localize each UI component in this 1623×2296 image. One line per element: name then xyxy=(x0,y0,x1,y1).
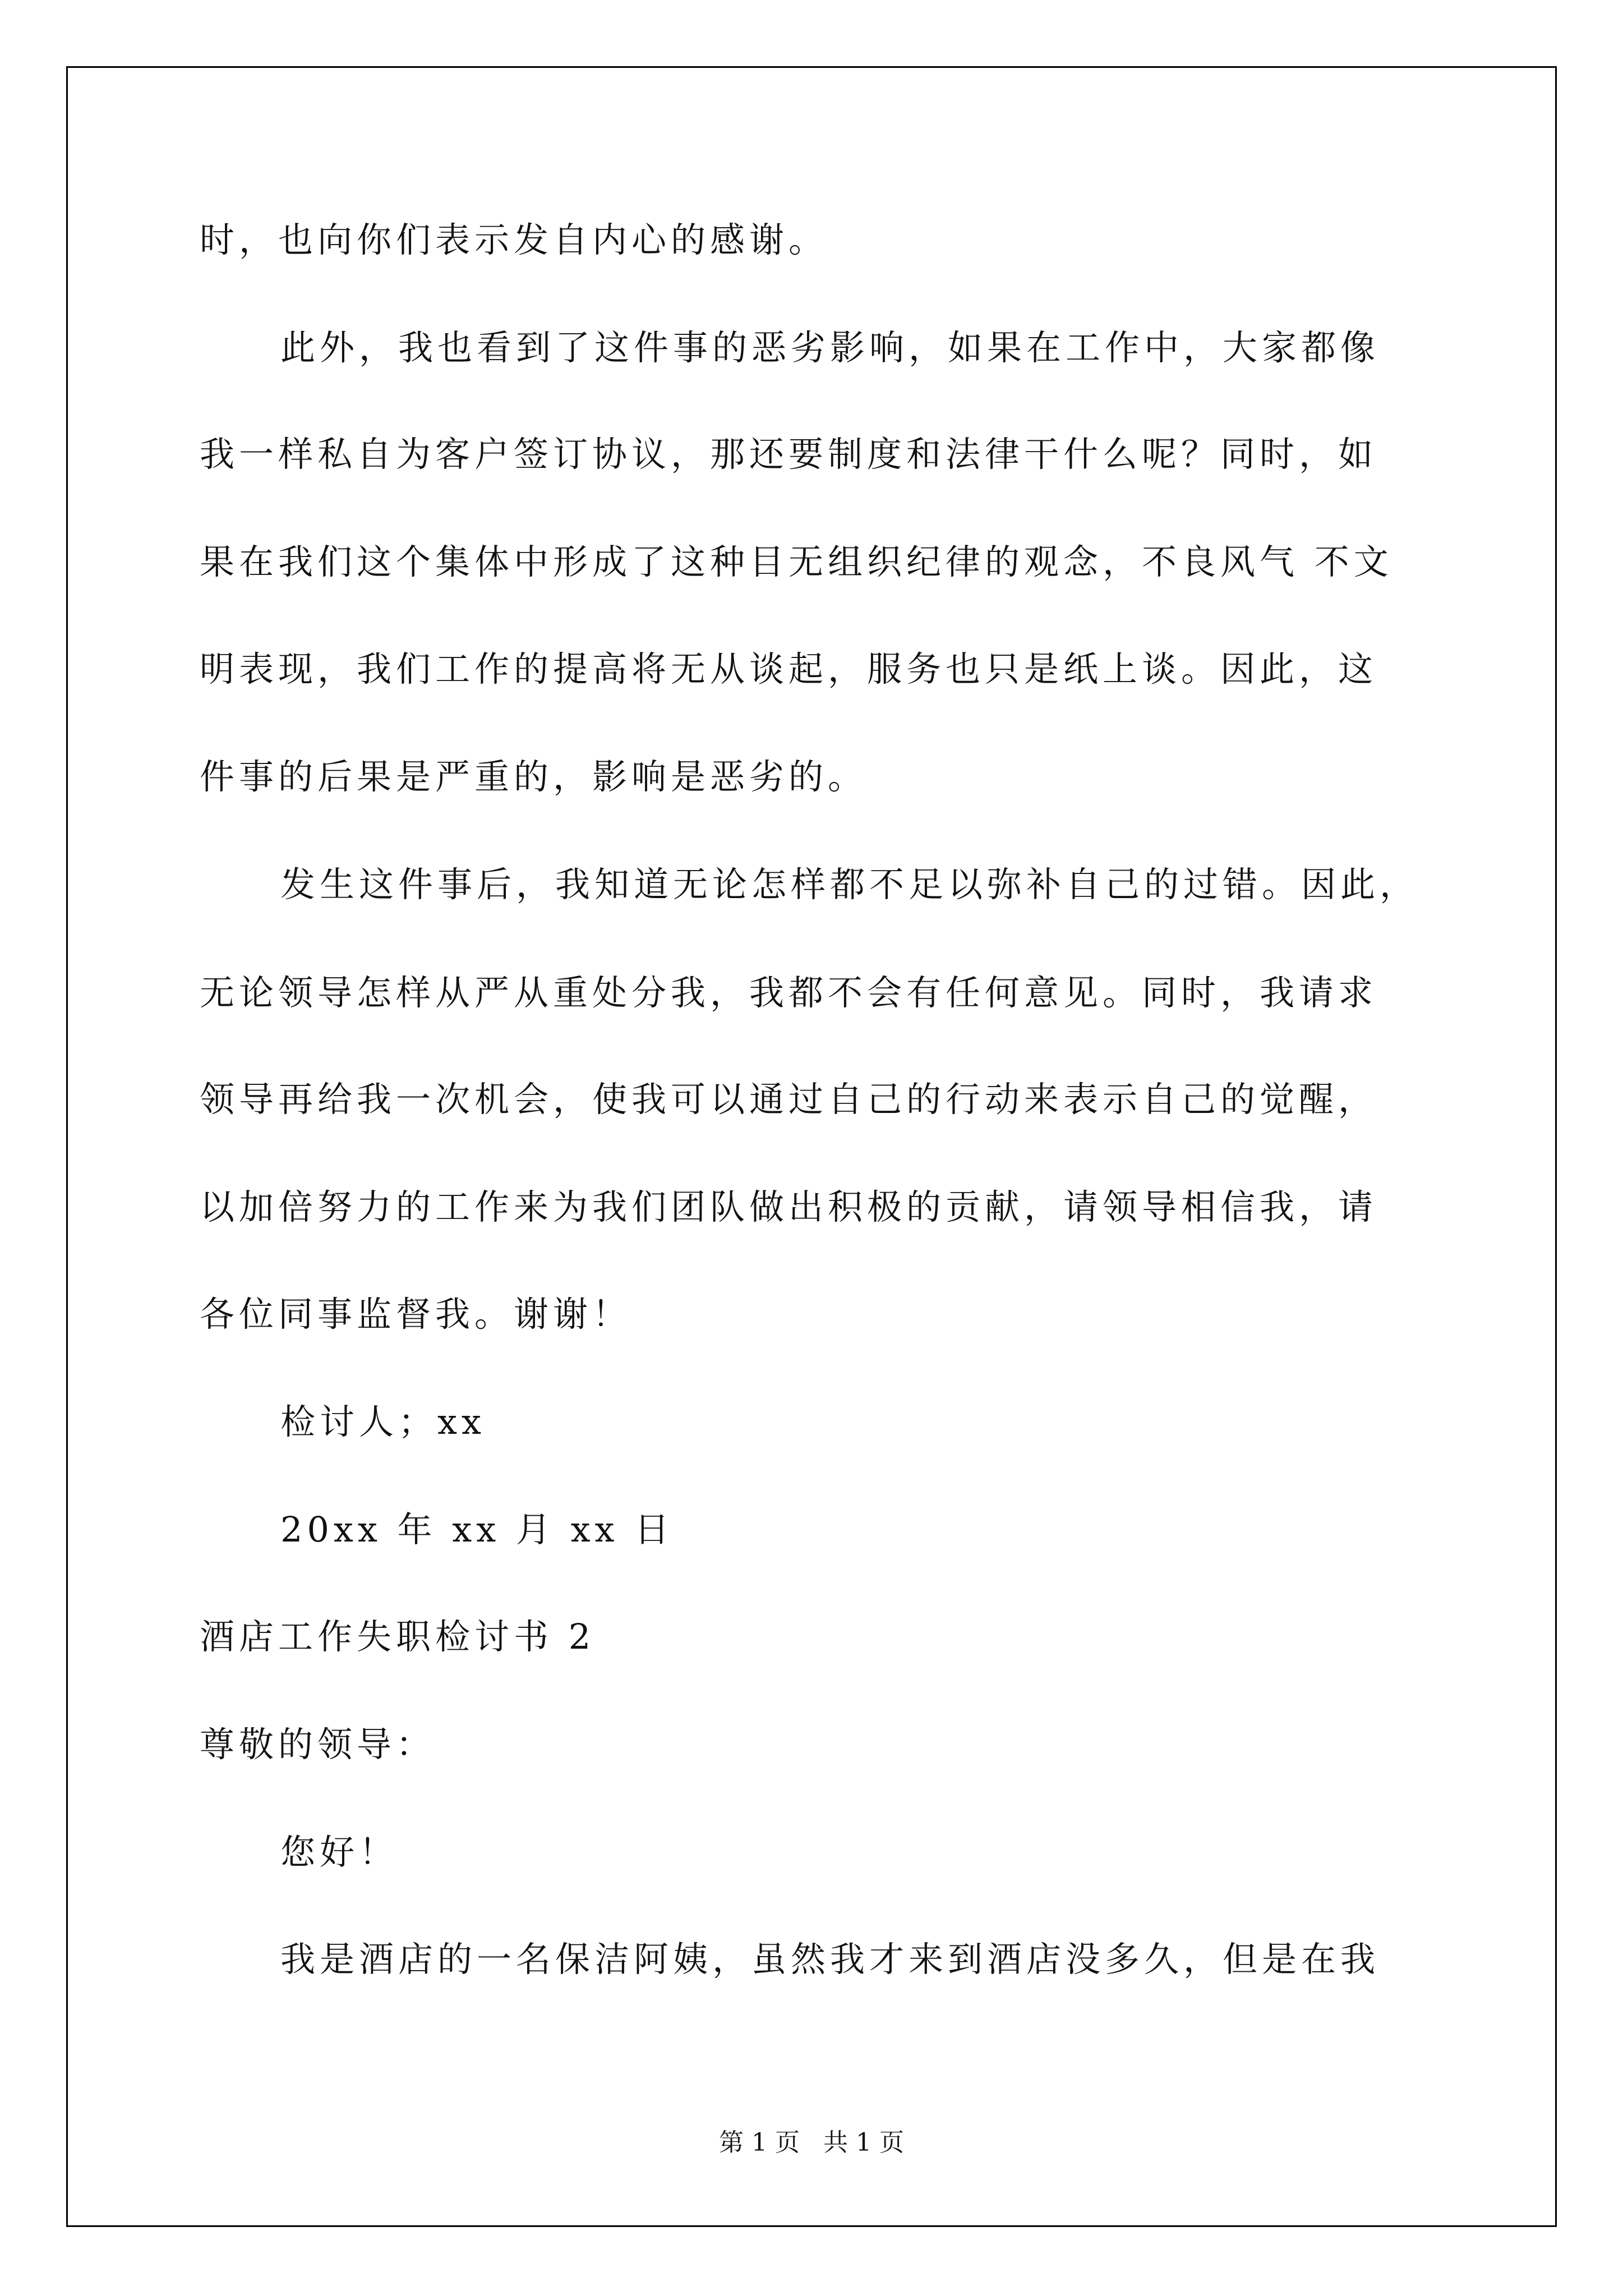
section-title: 酒店工作失职检讨书 2 xyxy=(200,1616,596,1657)
body-line-10: 以加倍努力的工作来为我们团队做出积极的贡献，请领导相信我，请 xyxy=(200,1186,1378,1227)
body-line-6: 件事的后果是严重的，影响是恶劣的。 xyxy=(200,756,868,797)
body-line-3: 我一样私自为客户签订协议，那还要制度和法律干什么呢？同时，如 xyxy=(200,434,1378,475)
body-line-12: 我是酒店的一名保洁阿姨，虽然我才来到酒店没多久，但是在我 xyxy=(280,1939,1380,1980)
date-line: 20xx 年 xx 月 xx 日 xyxy=(280,1509,674,1550)
signature-line: 检讨人；xx xyxy=(280,1401,486,1442)
page-border xyxy=(66,66,1557,2227)
body-line-9: 领导再给我一次机会，使我可以通过自己的行动来表示自己的觉醒， xyxy=(200,1079,1378,1120)
body-line-2: 此外，我也看到了这件事的恶劣影响，如果在工作中，大家都像 xyxy=(280,327,1380,368)
body-line-4: 果在我们这个集体中形成了这种目无组织纪律的观念，不良风气 不文 xyxy=(200,541,1393,582)
page-number: 第 1 页 共 1 页 xyxy=(719,2128,904,2157)
body-line-7: 发生这件事后，我知道无论怎样都不足以弥补自己的过错。因此， xyxy=(280,864,1419,905)
body-line-8: 无论领导怎样从严从重处分我，我都不会有任何意见。同时，我请求 xyxy=(200,972,1378,1013)
body-line-5: 明表现，我们工作的提高将无从谈起，服务也只是纸上谈。因此，这 xyxy=(200,648,1378,689)
body-line-1: 时，也向你们表示发自内心的感谢。 xyxy=(200,219,828,260)
salutation: 尊敬的领导： xyxy=(200,1724,436,1765)
body-line-11: 各位同事监督我。谢谢！ xyxy=(200,1294,632,1335)
greeting: 您好！ xyxy=(280,1832,399,1872)
